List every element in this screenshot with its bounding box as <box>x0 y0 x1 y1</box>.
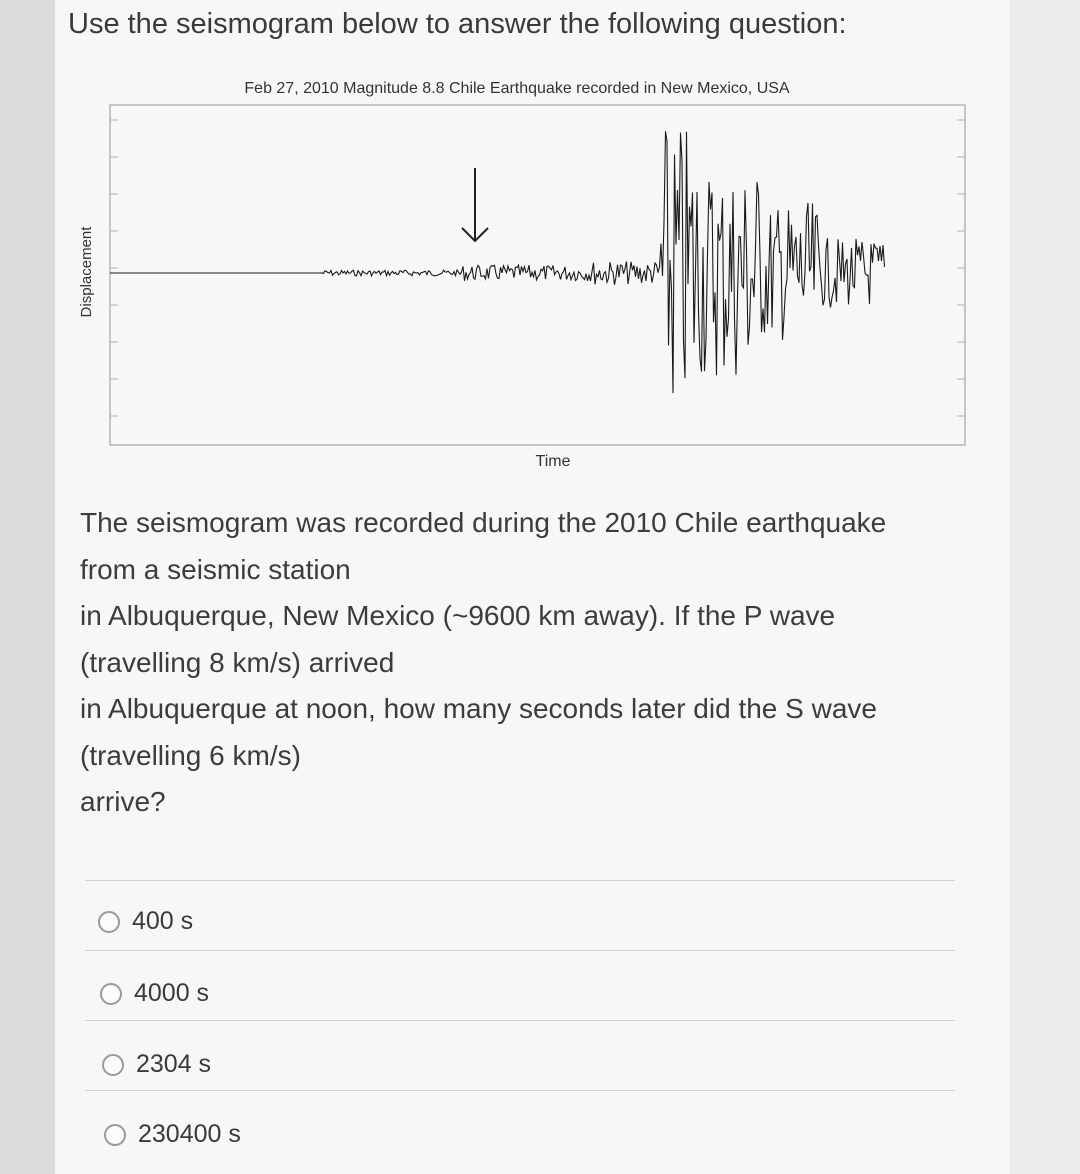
left-gutter <box>0 0 55 1174</box>
radio-button[interactable] <box>104 1124 126 1146</box>
radio-button[interactable] <box>100 983 122 1005</box>
y-axis-label: Displacement <box>78 226 95 318</box>
answer-option-400[interactable] <box>98 907 193 936</box>
divider <box>85 1020 955 1021</box>
option-label: 2304 s <box>136 1050 212 1078</box>
answer-option-4000[interactable] <box>100 979 209 1008</box>
right-panel <box>1010 0 1080 1174</box>
figure-title: Feb 27, 2010 Magnitude 8.8 Chile Earthquake recorded in New Mexico, USA <box>244 80 790 97</box>
plot-ticks <box>110 120 965 416</box>
answer-option-230400[interactable] <box>104 1120 241 1149</box>
seismogram-trace <box>110 131 885 393</box>
divider <box>85 950 955 951</box>
option-label: 230400 s <box>138 1120 241 1148</box>
question-heading: Use the seismogram below to answer the following question: <box>68 8 847 40</box>
divider <box>85 880 955 881</box>
radio-button[interactable] <box>102 1054 124 1076</box>
divider <box>85 1090 955 1091</box>
answer-option-2304[interactable] <box>102 1050 211 1079</box>
question-line: The seismogram was recorded during the 2010 Chile earthquake <box>80 507 887 538</box>
option-label: 400 s <box>132 907 194 935</box>
question-line: in Albuquerque at noon, how many seconds later did the S wave <box>80 693 877 724</box>
question-line: (travelling 8 km/s) arrived <box>80 646 395 678</box>
question-line: arrive? <box>80 786 166 817</box>
x-axis-label: Time <box>535 453 571 470</box>
down-arrow-icon <box>462 168 488 241</box>
question-line: in Albuquerque, New Mexico (~9600 km away). If the P wave <box>80 600 836 631</box>
option-label: 4000 s <box>134 979 210 1007</box>
seismogram-figure <box>60 60 980 480</box>
question-text <box>80 500 980 826</box>
question-line: (travelling 6 km/s) <box>80 739 301 771</box>
radio-button[interactable] <box>98 911 120 933</box>
question-line: from a seismic station <box>80 553 351 585</box>
